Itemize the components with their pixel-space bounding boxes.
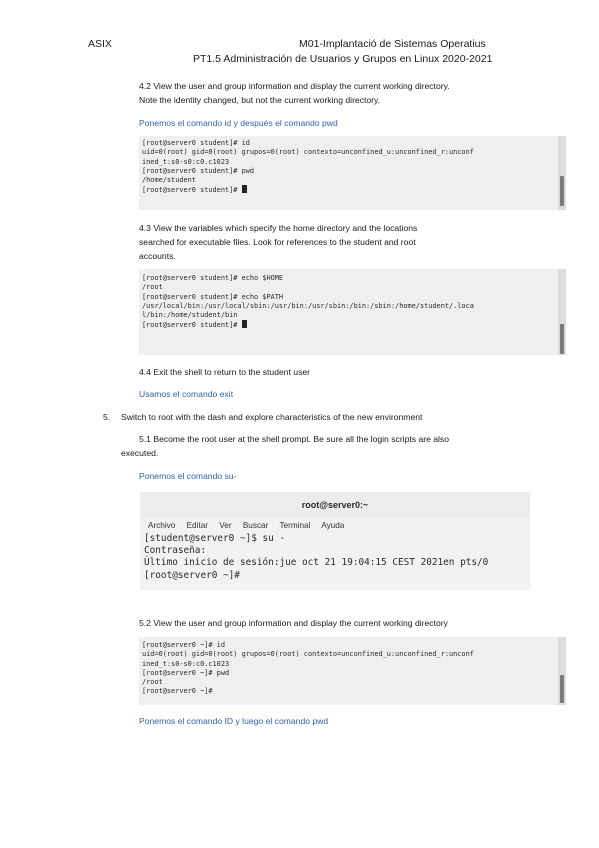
terminal-line: [root@server0 student]# echo $PATH (142, 292, 284, 301)
terminal-line: ined_t:s0-s0:c0.c1023 (142, 659, 230, 668)
scrollbar (558, 136, 566, 210)
menu-item-buscar: Buscar (242, 521, 269, 530)
terminal-line: /home/student (142, 176, 196, 185)
terminal-line: [root@server0 student]# id (142, 139, 250, 147)
menu-item-terminal: Terminal (279, 521, 311, 530)
s42-text-line1: 4.2 View the user and group information and display the current working directory. (139, 81, 450, 91)
menu-item-editar: Editar (186, 521, 208, 530)
header-left: ASIX (88, 38, 112, 50)
terminal-line: ined_t:s0-s0:c0.c1023 (142, 157, 230, 166)
s43-text-line1: 4.3 View the variables which specify the home directory and the locations (139, 223, 418, 233)
terminal-screenshot-2 (139, 269, 566, 355)
terminal-line: [root@server0 ~]# pwd (142, 668, 230, 677)
s51-answer: Ponemos el comando su- (139, 471, 237, 481)
s51-text-line2: executed. (121, 448, 159, 458)
terminal-window-screenshot (140, 492, 530, 590)
menu-item-ayuda: Ayuda (321, 521, 345, 530)
cursor-block (242, 320, 247, 328)
terminal-screenshot-4 (139, 637, 566, 705)
menu-item-archivo: Archivo (148, 521, 176, 530)
s43-text-line3: accounts. (139, 251, 176, 261)
terminal-line: /root (142, 678, 163, 687)
s5-number: 5. (103, 412, 111, 422)
scrollbar (558, 637, 566, 705)
terminal-line: [root@server0 student]# pwd (142, 166, 255, 175)
header-subtitle: PT1.5 Administración de Usuarios y Grupos en Linux 2020-2021 (193, 53, 493, 65)
menu-item-ver: Ver (219, 521, 232, 530)
s43-text-line2: searched for executable files. Look for references to the student and root (139, 237, 416, 247)
terminal-line: [root@server0 student]# (142, 321, 242, 330)
terminal-line: [root@server0 student]# echo $HOME (142, 274, 284, 282)
terminal-screenshot-1 (139, 136, 566, 210)
s52-answer: Ponemos el comando ID y luego el comando pwd (139, 716, 329, 726)
s51-text-line1: 5.1 Become the root user at the shell prompt. Be sure all the login scripts are also (139, 434, 450, 444)
s44-answer: Usamos el comando exit (139, 389, 234, 399)
header-course-title: M01-Implantació de Sistemas Operatius (299, 38, 486, 50)
terminal-line: l/bin:/home/student/bin (142, 311, 238, 320)
terminal-line: [root@server0 ~]# (144, 569, 240, 581)
window-terminal-body (144, 533, 526, 582)
terminal-line: /root (142, 283, 163, 292)
terminal-line: uid=0(root) gid=0(root) grupos=0(root) contexto=unconfined_u:unconfined_r:unconf (142, 650, 474, 659)
terminal-line: [student@server0 ~]$ su - (144, 533, 286, 544)
scrollbar-thumb (560, 675, 564, 703)
scrollbar-thumb (560, 176, 564, 206)
window-menu-bar (148, 521, 353, 530)
window-title: root@server0:~ (140, 492, 530, 519)
s42-text-line2: Note the identity changed, but not the current working directory. (139, 95, 381, 105)
s5-text: Switch to root with the dash and explore characteristics of the new environment (121, 412, 423, 422)
terminal-line: [root@server0 ~]# id (142, 641, 225, 649)
terminal-line: [root@server0 student]# (142, 186, 242, 195)
cursor-block (242, 185, 247, 193)
scrollbar (558, 269, 566, 355)
s44-text: 4.4 Exit the shell to return to the student user (139, 367, 311, 377)
terminal-line: /usr/local/bin:/usr/local/sbin:/usr/bin:/usr/sbin:/bin:/sbin:/home/student/.loca (142, 301, 474, 310)
terminal-line: uid=0(root) gid=0(root) grupos=0(root) contexto=unconfined_u:unconfined_r:unconf (142, 148, 474, 157)
terminal-line: [root@server0 ~]# (142, 687, 213, 696)
scrollbar-thumb (560, 324, 564, 354)
s52-text: 5.2 View the user and group information and display the current working directory (139, 618, 448, 628)
terminal-line: Último inicio de sesión:jue oct 21 19:04:15 CEST 2021en pts/0 (144, 557, 489, 569)
s42-answer: Ponemos el comando id y después el comando pwd (139, 118, 338, 128)
terminal-line: Contraseña: (144, 545, 207, 557)
